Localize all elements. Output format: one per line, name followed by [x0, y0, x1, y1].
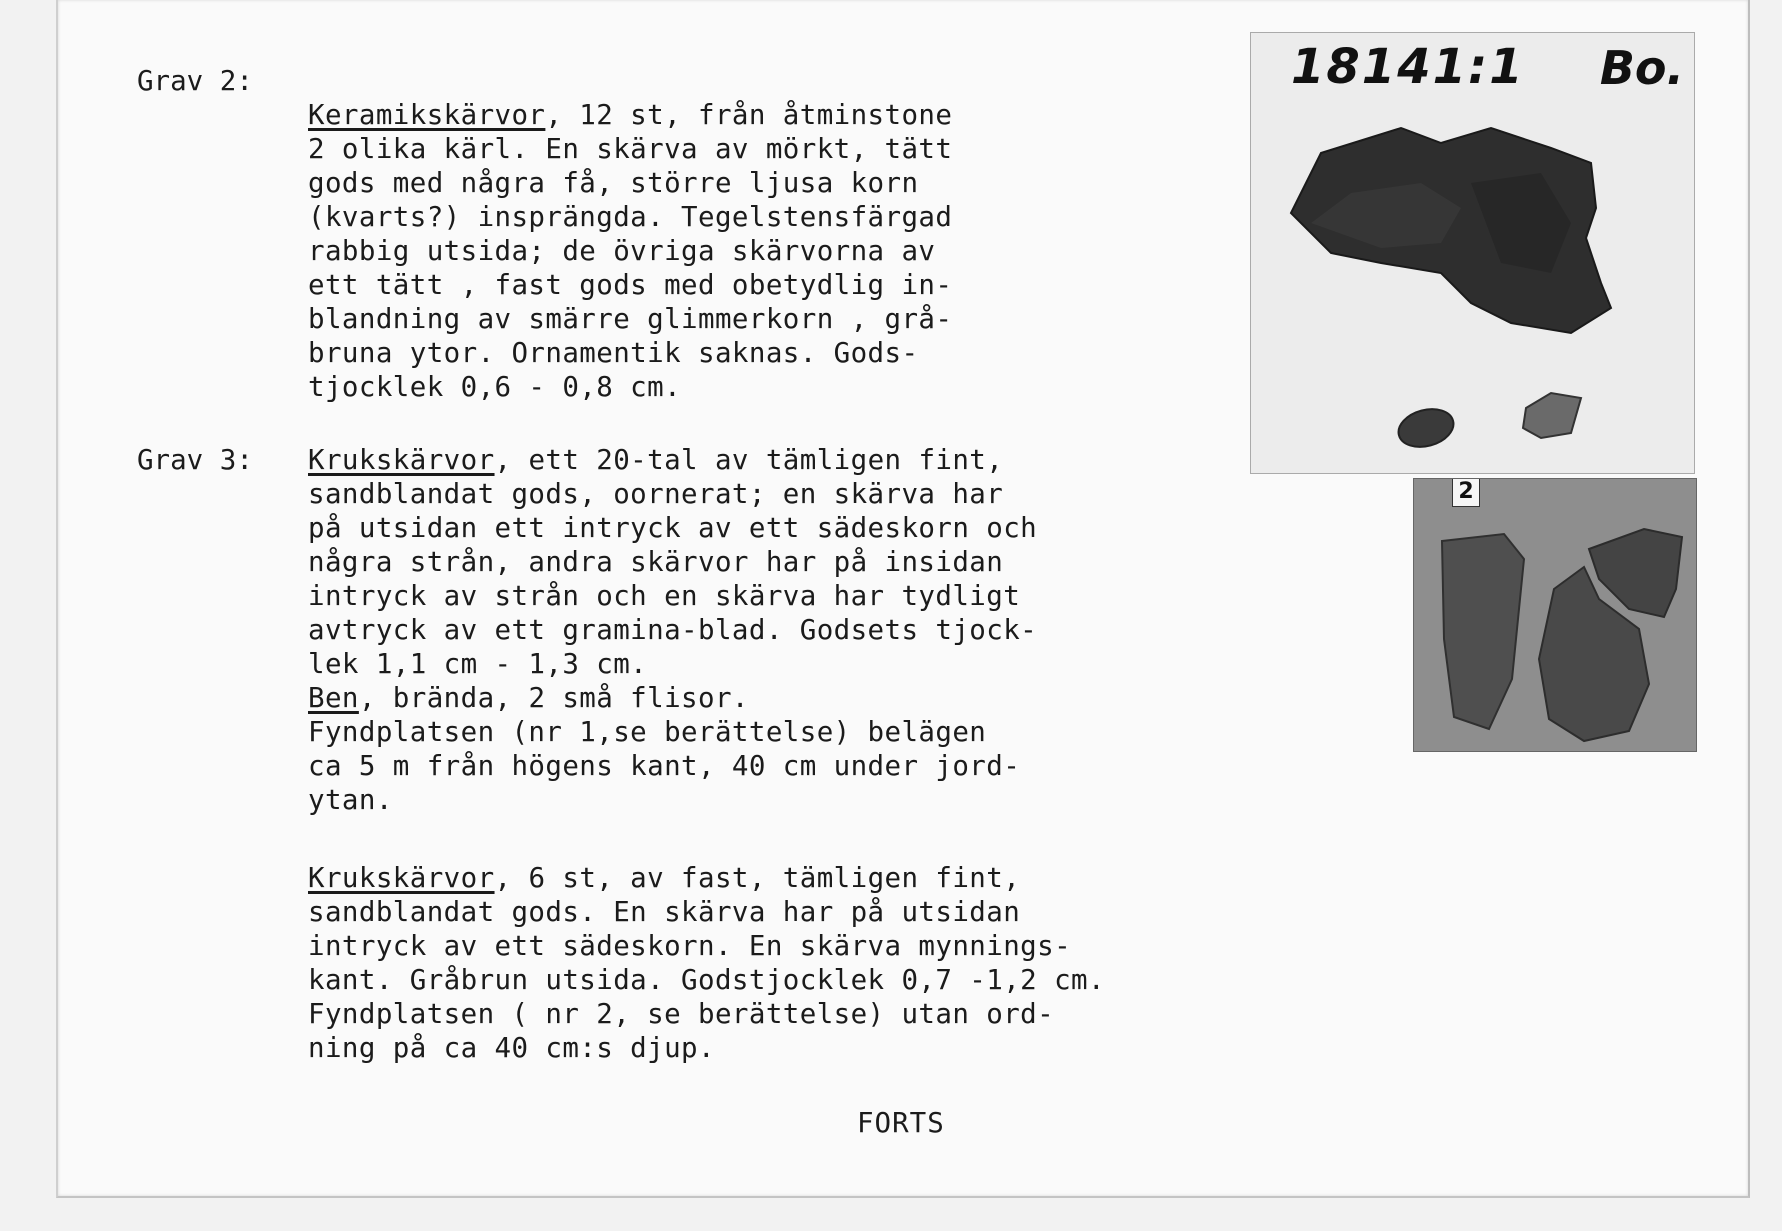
grav2-line-9: tjocklek 0,6 - 0,8 cm.	[308, 371, 682, 403]
kruk2-line-6: ning på ca 40 cm:s djup.	[308, 1032, 715, 1064]
grav3-ben-line: Ben, brända, 2 små flisor.	[308, 682, 749, 714]
grav2-line-8: bruna ytor. Ornamentik saknas. Gods-	[308, 337, 919, 369]
sherd-shapes-1	[1251, 33, 1694, 473]
grav2-term: Keramikskärvor	[308, 99, 546, 131]
grav2-line-2: 2 olika kärl. En skärva av mörkt, tätt	[308, 133, 953, 165]
grav2-line-4: (kvarts?) insprängda. Tegelstensfärgad	[308, 201, 953, 233]
ben-term: Ben	[308, 682, 359, 714]
kruk2-term: Krukskärvor	[308, 862, 495, 894]
grav3-line-6: avtryck av ett gramina-blad. Godsets tjock-	[308, 614, 1038, 646]
grav3-line-1: Krukskärvor, ett 20-tal av tämligen fint,	[308, 444, 1004, 476]
catalog-number: 18141:1	[1291, 39, 1525, 95]
grav2-line-5: rabbig utsida; de övriga skärvorna av	[308, 235, 936, 267]
grav2-line-7: blandning av smärre glimmerkorn , grå-	[308, 303, 953, 335]
grav3-term: Krukskärvor	[308, 444, 495, 476]
grav2-line-6: ett tätt , fast gods med obetydlig in-	[308, 269, 953, 301]
catalog-tag: Bo.	[1599, 41, 1684, 95]
grav3-line-5: intryck av strån och en skärva har tydligt	[308, 580, 1021, 612]
grav2-label: Grav 2:	[137, 65, 253, 97]
kruk2-line-4: kant. Gråbrun utsida. Godstjocklek 0,7 -1,2 cm.	[308, 964, 1105, 996]
grav3-line-3: på utsidan ett intryck av ett sädeskorn och	[308, 512, 1038, 544]
sherd-shapes-2	[1414, 479, 1696, 751]
grav3-line-2: sandblandat gods, oornerat; en skärva har	[308, 478, 1004, 510]
kruk2-line-1: Krukskärvor, 6 st, av fast, tämligen fint,	[308, 862, 1021, 894]
grav3-line-7: lek 1,1 cm - 1,3 cm.	[308, 648, 648, 680]
grav3-fynd-line-1: Fyndplatsen (nr 1,se berättelse) belägen	[308, 716, 987, 748]
grav3-fynd-line-2: ca 5 m från högens kant, 40 cm under jord-	[308, 750, 1021, 782]
kruk2-line-3: intryck av ett sädeskorn. En skärva mynnings-	[308, 930, 1072, 962]
forts-label: FORTS	[857, 1107, 945, 1139]
kruk2-line-5: Fyndplatsen ( nr 2, se berättelse) utan ord-	[308, 998, 1055, 1030]
photo-sherds-2	[1413, 478, 1697, 752]
kruk2-line-2: sandblandat gods. En skärva har på utsidan	[308, 896, 1021, 928]
photo-sherds-1	[1250, 32, 1695, 474]
grav3-line-4: några strån, andra skärvor har på insidan	[308, 546, 1004, 578]
grav3-fynd-line-3: ytan.	[308, 784, 393, 816]
photo2-number: 2	[1452, 478, 1480, 507]
grav2-line-1: Keramikskärvor, 12 st, från åtminstone	[308, 99, 953, 131]
grav2-line-3: gods med några få, större ljusa korn	[308, 167, 919, 199]
grav3-label: Grav 3:	[137, 444, 253, 476]
